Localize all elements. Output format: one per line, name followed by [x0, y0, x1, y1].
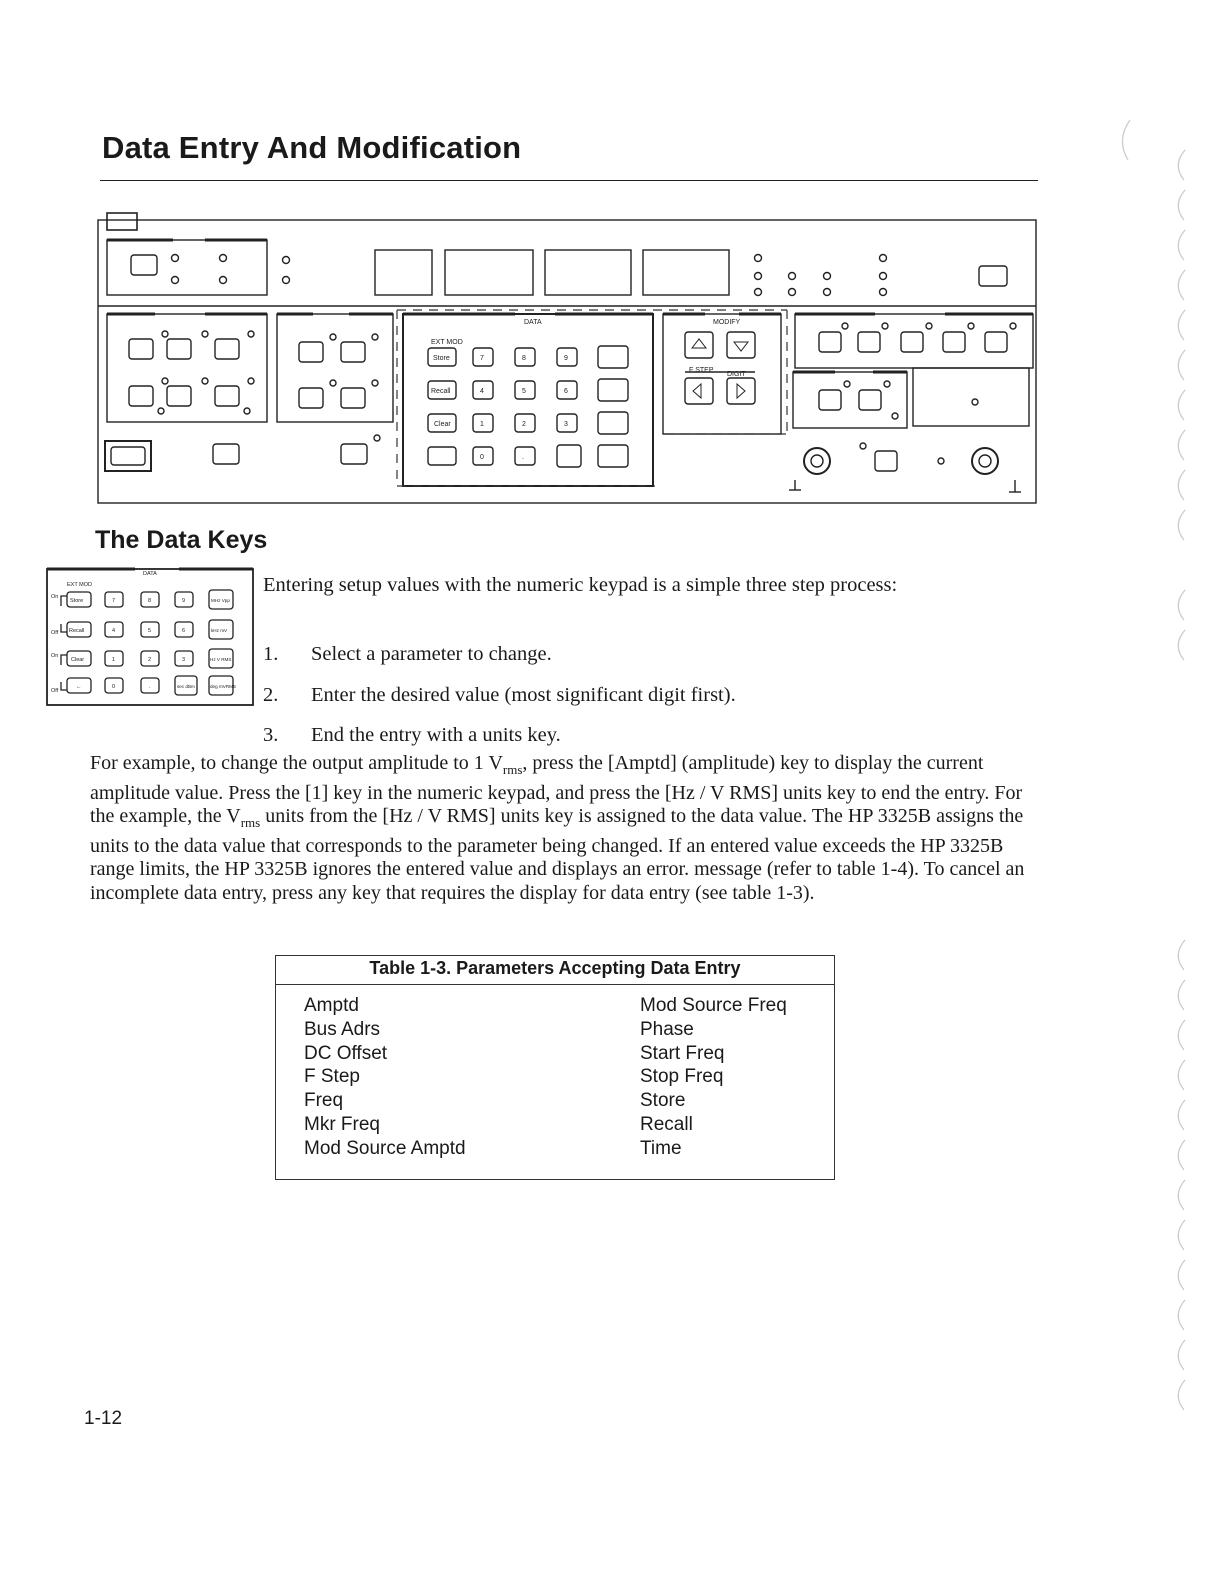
step-number: 3.: [263, 724, 279, 746]
svg-text:F STEP: F STEP: [689, 367, 714, 374]
svg-text:Clear: Clear: [434, 421, 451, 428]
table-cell: Mod Source Freq: [640, 995, 787, 1016]
key-clear: Clear: [71, 657, 85, 663]
table-cell: Start Freq: [640, 1042, 725, 1064]
svg-text:5: 5: [522, 388, 526, 395]
key-recall: Recall: [69, 628, 85, 634]
svg-text:DIGIT: DIGIT: [727, 371, 746, 378]
key-8: 8: [148, 598, 152, 604]
step-text: Select a parameter to change.: [311, 643, 552, 665]
table-cell: DC Offset: [304, 1042, 388, 1064]
table-cell: Bus Adrs: [304, 1018, 381, 1040]
step-number: 1.: [263, 643, 279, 665]
key-1: 1: [112, 657, 116, 663]
keypad-side-3: Off: [51, 688, 59, 694]
binding-edge-marks: [1110, 40, 1210, 1440]
table-caption-rule: [276, 984, 834, 985]
key-3: 3: [182, 657, 186, 663]
intro-paragraph: Entering setup values with the numeric keypad is a simple three step process:: [263, 574, 898, 596]
body-text-1: For example, to change the output amplitude to 1 V: [90, 752, 503, 774]
body-text-3: units from the [Hz / V RMS] units key is assigned to the data value. The HP 3325B assigns the units to the data value that corresponds to the parameter being changed. If an entered value exceeds the HP 3325B range limits, the HP 3325B ignores the entered value and displays an error. message (refer to table 1-4). To cancel an incomplete data entry, press any key that requires the display for data entry (see table 1-3).: [90, 805, 1025, 904]
key-7: 7: [112, 598, 116, 604]
svg-text:EXT MOD: EXT MOD: [431, 339, 463, 346]
keypad-title: DATA: [143, 571, 157, 577]
svg-text:1: 1: [480, 421, 484, 428]
svg-text:0: 0: [480, 454, 484, 461]
keypad-side-1: Off: [51, 630, 59, 636]
table-cell: Mod Source Amptd: [304, 1137, 466, 1159]
table-caption: Table 1-3. Parameters Accepting Data Entry: [369, 958, 741, 978]
table-cell: Recall: [640, 1113, 693, 1135]
key-hz-vrms: Hz V RMS: [210, 657, 232, 662]
svg-text:7: 7: [480, 355, 484, 362]
key-khz-mv: kHz mV: [211, 628, 228, 633]
key-4: 4: [112, 628, 116, 634]
table-cell: Store: [640, 1090, 686, 1112]
key-backspace: ←: [76, 684, 82, 690]
table-cell: Stop Freq: [640, 1066, 724, 1088]
key-deg-mvrms: deg mVRMS: [210, 684, 237, 689]
section-title: Data Entry And Modification: [102, 130, 522, 165]
keypad-side-2: On: [51, 653, 59, 659]
table-cell: Phase: [640, 1018, 694, 1040]
svg-text:4: 4: [480, 388, 484, 395]
key-sec-dbm: sec dBm: [177, 684, 195, 689]
step-number: 2.: [263, 684, 279, 706]
table-cell: Amptd: [304, 995, 359, 1016]
parameters-table: [275, 955, 835, 1180]
svg-text:2: 2: [522, 421, 526, 428]
key-decimal: .: [149, 684, 151, 690]
step-text: End the entry with a units key.: [311, 724, 561, 746]
svg-text:9: 9: [564, 355, 568, 362]
keypad-ext-mod: EXT MOD: [67, 582, 92, 588]
table-cell: Mkr Freq: [304, 1113, 380, 1135]
page-number: 1-12: [84, 1408, 123, 1429]
key-mhz-vpp: MHz Vpp: [211, 598, 230, 603]
subheading-data-keys: The Data Keys: [95, 526, 268, 554]
svg-text:Store: Store: [433, 355, 450, 362]
key-store: Store: [70, 598, 84, 604]
body-text-2: , press the [Amptd] (amplitude) key to display the current amplitude value. Press the [1] key in the numeric keypad, and press the [Hz / V RMS] units key to end the entry. For the example, the V: [90, 752, 1023, 827]
table-right-column: [640, 994, 787, 1161]
step-text: Enter the desired value (most significant digit first).: [311, 684, 736, 706]
key-0: 0: [112, 684, 116, 690]
svg-text:6: 6: [564, 388, 568, 395]
key-2: 2: [148, 657, 152, 663]
subscript-rms: rms: [240, 815, 261, 830]
key-9: 9: [182, 598, 186, 604]
svg-text:Recall: Recall: [431, 388, 451, 395]
keypad-side-0: On: [51, 594, 59, 600]
svg-text:DATA: DATA: [524, 319, 542, 326]
keypad-figure: [45, 566, 255, 708]
front-panel-figure: [95, 208, 1040, 508]
svg-text:8: 8: [522, 355, 526, 362]
body-paragraph: [90, 752, 1030, 905]
subscript-rms: rms: [502, 762, 523, 777]
svg-text:.: .: [522, 454, 524, 461]
table-cell: Freq: [304, 1090, 344, 1112]
table-cell: F Step: [304, 1066, 360, 1088]
title-rule: [100, 180, 1038, 181]
table-left-column: [304, 994, 466, 1161]
key-6: 6: [182, 628, 186, 634]
key-5: 5: [148, 628, 152, 634]
table-cell: Time: [640, 1137, 682, 1159]
svg-text:3: 3: [564, 421, 568, 428]
svg-text:MODIFY: MODIFY: [713, 319, 741, 326]
